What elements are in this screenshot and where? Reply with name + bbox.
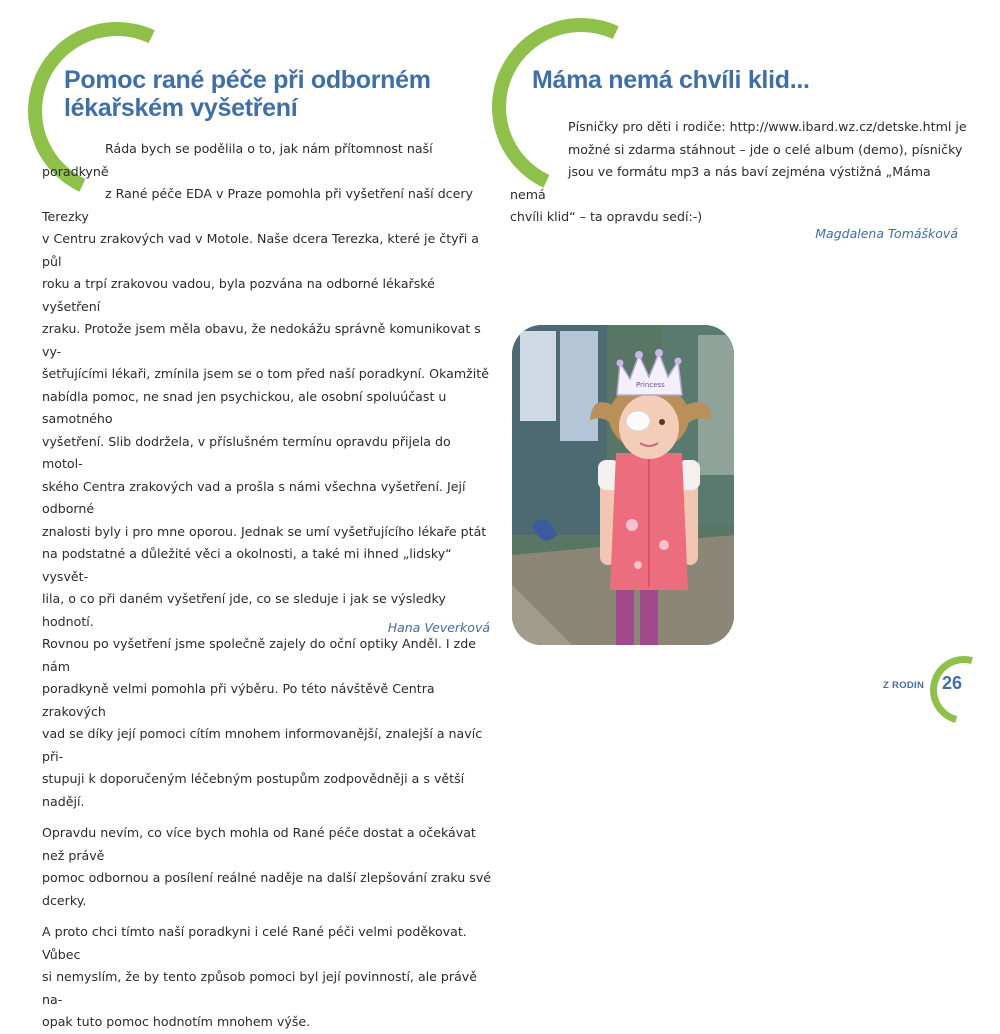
para2-line: pomoc odbornou a posílení reálné naděje na další zlepšování zraku své dcerky. [42, 870, 492, 908]
right-para-line: Písničky pro děti i rodiče: http://www.ibard.wz.cz/detske.html je [568, 119, 967, 134]
para1-line: vyšetření. Slib dodržela, v příslušném termínu opravdu přijela do motol- [42, 433, 451, 471]
left-article-title [64, 66, 431, 122]
crown-text: Princess [636, 381, 665, 389]
right-article-body [510, 116, 970, 229]
para1-line: lila, o co při daném vyšetření jde, co se sleduje i jak se výsledky hodnotí. [42, 591, 446, 629]
paragraph-1 [42, 138, 492, 813]
paragraph-2 [42, 822, 492, 912]
para3-line: opak tuto pomoc hodnotím mnohem výše. [42, 1014, 311, 1029]
right-para-line: možné si zdarma stáhnout – jde o celé album (demo), písničky [568, 141, 963, 157]
para1-line: Ráda bych se podělila o to, jak nám přítomnost naší poradkyně [42, 141, 433, 179]
para1-line: roku a trpí zrakovou vadou, byla pozvána na odborné lékařské vyšetření [42, 276, 435, 314]
left-article-signature: Hana Veverková [387, 620, 490, 635]
right-article-title: Máma nemá chvíli klid... [532, 66, 810, 94]
paragraph-3 [42, 921, 492, 1034]
para3-line: si nemyslím, že by tento způsob pomoci byl její povinností, ale právě na- [42, 969, 478, 1007]
para1-line: znalosti byly i pro mne oporou. Jednak se umí vyšetřujícího lékaře ptát [42, 523, 487, 539]
right-para-line: chvíli klid“ – ta opravdu sedí:-) [510, 209, 703, 224]
right-para-line: jsou ve formátu mp3 a nás baví zejména výstižná „Máma nemá [510, 164, 931, 202]
para1-line: na podstatné a důležité věci a okolnosti, a také mi ihned „lidsky“ vysvět- [42, 546, 452, 584]
girl-photo-illustration [512, 325, 734, 645]
para1-line: zraku. Protože jsem měla obavu, že nedokážu správně komunikovat s vy- [42, 321, 481, 359]
right-paragraph [510, 116, 970, 229]
para1-line: v Centru zrakových vad v Motole. Naše dcera Terezka, které je čtyři a půl [42, 231, 480, 269]
para1-line: šetřujícími lékaři, zmínila jsem se o tom před naší poradkyní. Okamžitě [42, 366, 489, 381]
para1-line: z Rané péče EDA v Praze pomohla při vyšetření naší dcery Terezky [42, 186, 473, 224]
para2-line: Opravdu nevím, co více bych mohla od Rané péče dostat a očekávat než právě [42, 825, 476, 863]
left-article-body [42, 138, 492, 1034]
para3-line: A proto chci tímto naší poradkyni i celé Rané péči velmi poděkovat. Vůbec [42, 924, 467, 962]
para1-line: ského Centra zrakových vad a prošla s námi všechna vyšetření. Její odborné [42, 478, 466, 516]
footer-section-label: Z RODIN [883, 680, 925, 691]
left-title-line-1: Pomoc rané péče při odborném [64, 66, 431, 94]
para1-line: poradkyně velmi pomohla při výběru. Po této návštěvě Centra zrakových [42, 681, 435, 719]
para1-line: stupuji k doporučeným léčebným postupům zodpovědněji a s větší nadějí. [42, 771, 465, 809]
para1-line: vad se díky její pomoci cítím mnohem informovanější, znalejší a navíc při- [42, 726, 483, 764]
para1-line: Rovnou po vyšetření jsme společně zajely do oční optiky Anděl. I zde nám [42, 636, 476, 674]
para1-line: nabídla pomoc, ne snad jen psychickou, ale osobní spoluúčast u samotného [42, 388, 447, 426]
left-title-line-2: lékařském vyšetření [64, 94, 298, 122]
right-article-signature: Magdalena Tomášková [815, 226, 958, 241]
girl-photo [512, 325, 734, 645]
page-number: 26 [942, 673, 963, 693]
